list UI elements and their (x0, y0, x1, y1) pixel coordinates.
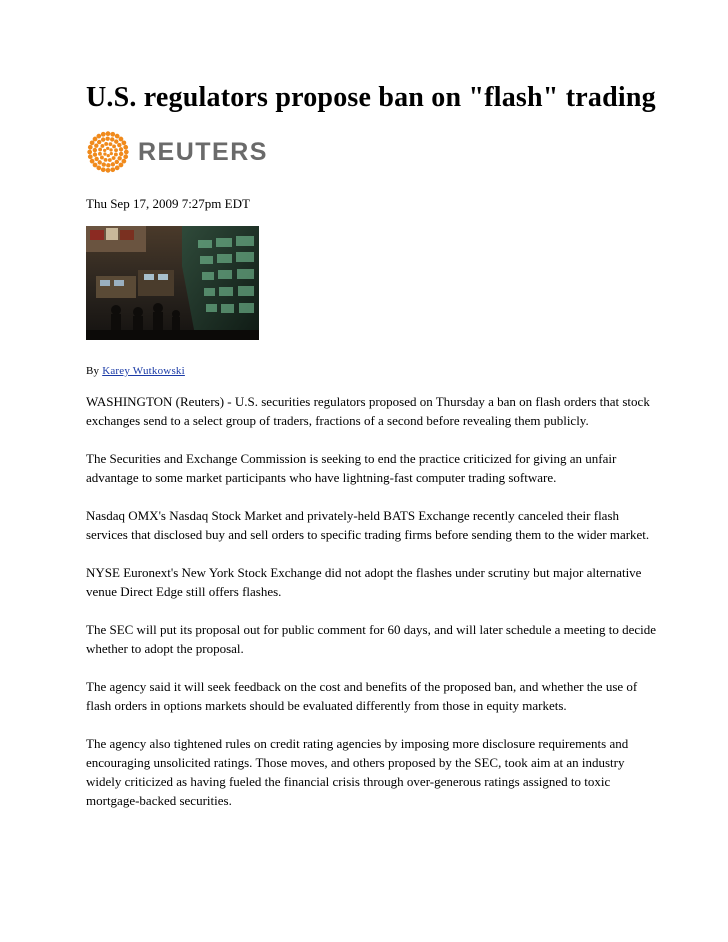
logo-dot (96, 165, 101, 170)
logo-dot (90, 140, 95, 145)
trading-floor-photo (86, 226, 259, 340)
article-paragraph: The Securities and Exchange Commission is seeking to end the practice criticized for giving an unfair advantage to some market participants who have lightning-fast computer trading software. (86, 451, 617, 485)
article-byline (86, 364, 658, 378)
logo-dot (93, 163, 98, 168)
logo-dot (115, 160, 119, 164)
logo-dot (112, 144, 116, 148)
logo-dot (98, 160, 102, 164)
logo-dot (105, 137, 109, 141)
logo-dot (101, 132, 106, 137)
logo-dot (110, 137, 114, 141)
logo-dot (94, 143, 98, 147)
logo-dot (101, 167, 106, 172)
logo-dot (111, 162, 115, 166)
logo-dot (104, 158, 108, 162)
logo-dot (109, 142, 113, 146)
article-dateline: Thu Sep 17, 2009 7:27pm EDT (86, 196, 250, 211)
article-paragraph: The agency also tightened rules on credit rating agencies by imposing more disclosure requirements and encouraging unsolicited ratings. Those moves, and others proposed by the SEC, took aim at an industry widely criticized as having fueled the financial crisis through over-generous ratings assigned to toxic mortgage-backed securities. (86, 736, 629, 808)
logo-dot (88, 145, 93, 150)
logo-dot (124, 150, 129, 155)
logo-dot (121, 159, 126, 164)
logo-dot (100, 156, 104, 160)
reuters-logo (86, 126, 658, 178)
logo-dot (123, 154, 128, 159)
logo-dot (104, 142, 108, 146)
logo-dot (114, 153, 118, 157)
article-paragraph: The SEC will put its proposal out for public comment for 60 days, and will later schedule a meeting to decide whether to adopt the proposal. (86, 622, 657, 656)
logo-dot (106, 168, 111, 173)
logo-dot (103, 149, 106, 152)
logo-dot (117, 143, 121, 147)
logo-dot (88, 154, 93, 159)
logo-dot (119, 147, 123, 151)
logo-dot (123, 145, 128, 150)
logo-dot (121, 140, 126, 145)
logo-dot (98, 152, 102, 156)
logo-dot (106, 163, 110, 167)
article-paragraph: Nasdaq OMX's Nasdaq Stock Market and privately-held BATS Exchange recently canceled their flash services that disclosed buy and sell orders to specific trading firms before sending them to the wider market. (86, 508, 650, 542)
logo-dot (115, 134, 120, 139)
article-paragraph: NYSE Euronext's New York Stock Exchange did not adopt the flashes under scrutiny but major alternative venue Direct Edge still offers flashes. (86, 565, 642, 599)
logo-dot (98, 148, 102, 152)
logo-dot (94, 157, 98, 161)
logo-dot (110, 152, 113, 155)
logo-dot (110, 132, 115, 137)
logo-dot (107, 154, 110, 157)
logo-dot (87, 150, 92, 155)
logo-dot (97, 140, 101, 144)
author-link[interactable]: Karey Wutkowski (102, 365, 185, 377)
logo-dot (119, 152, 123, 156)
logo-dot (110, 167, 115, 172)
article-headline: U.S. regulators propose ban on "flash" trading (86, 82, 656, 113)
logo-dot (108, 158, 112, 162)
logo-dot (106, 131, 111, 136)
logo-dot (96, 134, 101, 139)
logo-dot (106, 147, 109, 150)
logo-dot (119, 137, 124, 142)
logo-dot (115, 165, 120, 170)
article (86, 78, 658, 829)
logo-dot (112, 156, 116, 160)
logo-dot (109, 148, 112, 151)
reuters-wordmark: REUTERS (138, 137, 268, 166)
logo-dot (114, 148, 118, 152)
logo-dot (90, 159, 95, 164)
logo-dot (93, 148, 97, 152)
byline-prefix: By (86, 365, 103, 377)
logo-dot (103, 152, 106, 155)
logo-dot (100, 144, 104, 148)
reuters-dots-icon (86, 130, 130, 174)
article-paragraph: WASHINGTON (Reuters) - U.S. securities regulators proposed on Thursday a ban on flash orders that stock exchanges send to a select group of traders, fractions of a second before revealing them publicly. (86, 394, 650, 428)
logo-dot (119, 163, 124, 168)
logo-dot (93, 152, 97, 156)
logo-dot (93, 137, 98, 142)
logo-dot (102, 162, 106, 166)
logo-dot (114, 139, 118, 143)
article-paragraph: The agency said it will seek feedback on the cost and benefits of the proposed ban, and whether the use of flash orders in options markets should be evaluated differently from those in equity markets. (86, 679, 638, 713)
article-body (86, 392, 658, 810)
logo-dot (117, 156, 121, 160)
logo-dot (101, 137, 105, 141)
